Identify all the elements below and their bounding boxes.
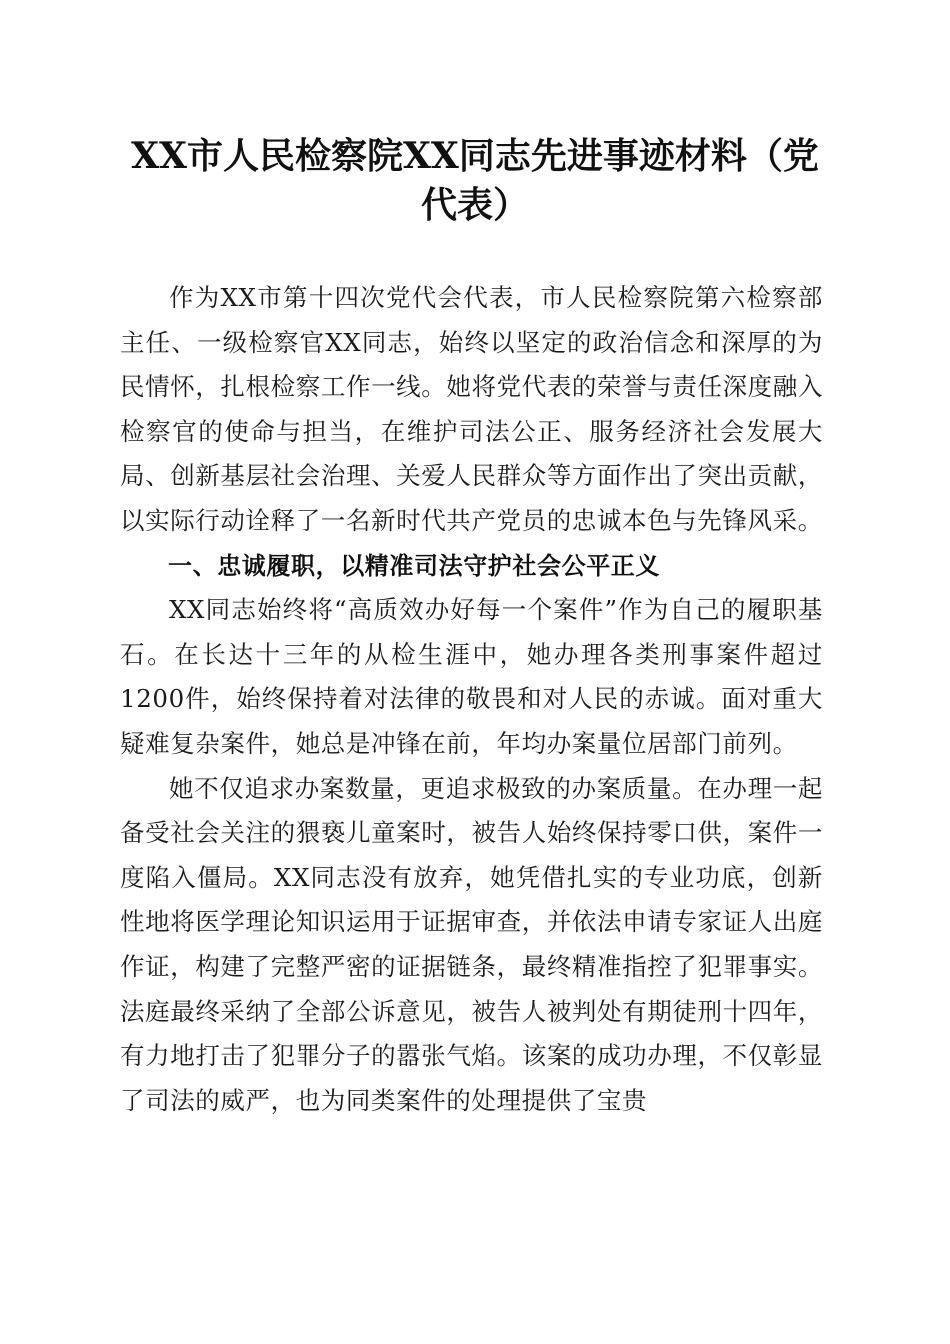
document-body	[120, 276, 823, 1123]
section-paragraph-2: 她不仅追求办案数量，更追求极致的办案质量。在办理一起备受社会关注的猥亵儿童案时，被告人始终保持零口供，案件一度陷入僵局。XX同志没有放弃，她凭借扎实的专业功底，创新性地将医学理论知识运用于证据审查，并依法申请专家证人出庭作证，构建了完整严密的证据链条，最终精准指控了犯罪事实。法庭最终采纳了全部公诉意见，被告人被判处有期徒刑十四年，有力地打击了犯罪分子的嚣张气焰。该案的成功办理，不仅彰显了司法的威严，也为同类案件的处理提供了宝贵	[120, 773, 823, 1115]
section-heading: 一、忠诚履职，以精准司法守护社会公平正义	[168, 551, 660, 580]
document-title: XX市人民检察院XX同志先进事迹材料（党代表）	[131, 135, 819, 226]
intro-paragraph: 作为XX市第十四次党代会代表，市人民检察院第六检察部主任、一级检察官XX同志，始终以坚定的政治信念和深厚的为民情怀，扎根检察工作一线。她将党代表的荣誉与责任深度融入检察官的使命与担当，在维护司法公正、服务经济社会发展大局、创新基层社会治理、关爱人民群众等方面作出了突出贡献，以实际行动诠释了一名新时代共产党员的忠诚本色与先锋风采。	[120, 283, 823, 535]
section-paragraph-1: XX同志始终将“高质效办好每一个案件”作为自己的履职基石。在长达十三年的从检生涯中，她办理各类刑事案件超过1200件，始终保持着对法律的敬畏和对人民的赤诚。面对重大疑难复杂案件，她总是冲锋在前，年均办案量位居部门前列。	[120, 595, 823, 758]
